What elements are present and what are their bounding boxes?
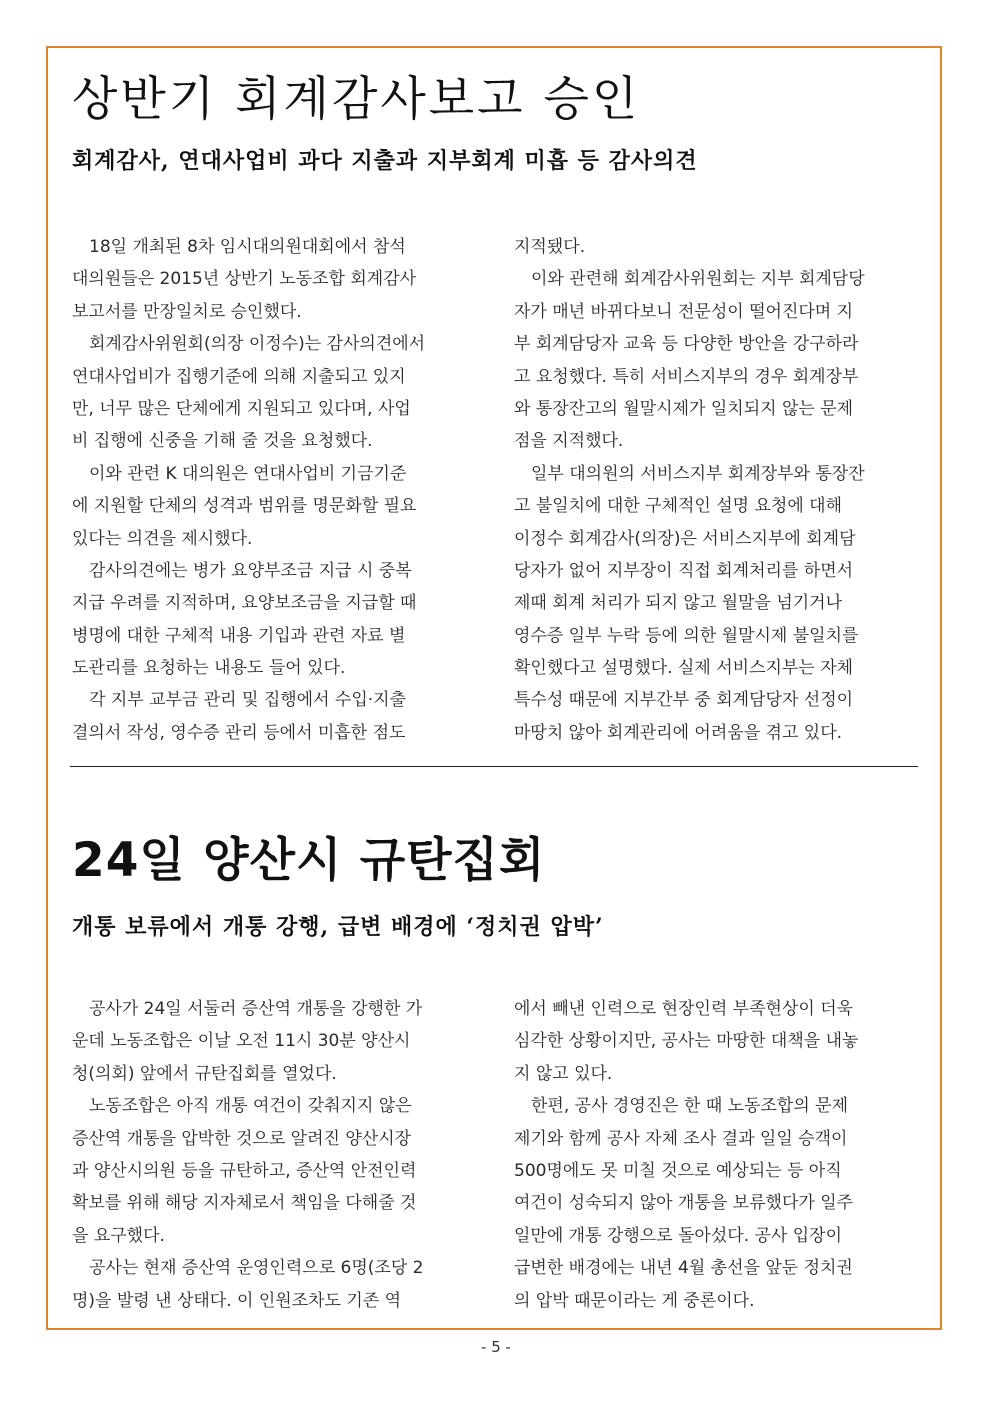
paragraph-line: 지 않고 있다. bbox=[514, 1063, 613, 1084]
article1-left-column bbox=[72, 231, 478, 749]
paragraph-line: 500명에도 못 미칠 것으로 예상되는 등 아직 bbox=[514, 1160, 842, 1181]
paragraph-line: 을 요구했다. bbox=[72, 1225, 165, 1246]
article2-left-column bbox=[72, 993, 478, 1317]
paragraph-line: 있다는 의견을 제시했다. bbox=[72, 528, 253, 549]
paragraph-line: 확보를 위해 해당 지자체로서 책임을 다해줄 것 bbox=[72, 1193, 417, 1214]
paragraph-line: 고 불일치에 대한 구체적인 설명 요청에 대해 bbox=[514, 496, 843, 517]
paragraph-line: 공사는 현재 증산역 운영인력으로 6명(조당 2 bbox=[72, 1258, 424, 1279]
paragraph-line: 일만에 개통 강행으로 돌아섰다. 공사 입장이 bbox=[514, 1225, 843, 1246]
paragraph-line: 부 회계담당자 교육 등 다양한 방안을 강구하라 bbox=[514, 334, 859, 355]
paragraph-line: 노동조합은 아직 개통 여건이 갖춰지지 않은 bbox=[72, 1096, 412, 1117]
article2-subtitle: 개통 보류에서 개통 강행, 급변 배경에 ‘정치권 압박’ bbox=[72, 914, 604, 940]
paragraph-line: 18일 개최된 8차 임시대의원대회에서 참석 bbox=[72, 237, 406, 257]
paragraph-line: 보고서를 만장일치로 승인했다. bbox=[72, 301, 302, 322]
paragraph-line: 명)을 발령 낸 상태다. 이 인원조차도 기존 역 bbox=[72, 1290, 402, 1311]
paragraph-line: 제기와 함께 공사 자체 조사 결과 일일 승객이 bbox=[514, 1128, 848, 1149]
paragraph-line: 확인했다고 설명했다. 실제 서비스지부는 자체 bbox=[514, 658, 854, 679]
article1-subtitle: 회계감사, 연대사업비 과다 지출과 지부회계 미흡 등 감사의견 bbox=[72, 148, 698, 174]
paragraph-line: 한편, 공사 경영진은 한 때 노동조합의 문제 bbox=[514, 1096, 849, 1117]
paragraph-line: 고 요청했다. 특히 서비스지부의 경우 회계장부 bbox=[514, 366, 859, 387]
paragraph-line: 병명에 대한 구체적 내용 기입과 관련 자료 별 bbox=[72, 625, 406, 646]
article2-right-column bbox=[514, 993, 920, 1317]
paragraph-line: 이와 관련해 회계감사위원회는 지부 회계담당 bbox=[514, 269, 865, 290]
paragraph-line: 과 양산시의원 등을 규탄하고, 증산역 안전인력 bbox=[72, 1160, 417, 1181]
paragraph-line: 마땅치 않아 회계관리에 어려움을 겪고 있다. bbox=[514, 722, 843, 743]
paragraph-line: 일부 대의원의 서비스지부 회계장부와 통장잔 bbox=[514, 463, 865, 484]
paragraph-line: 공사가 24일 서둘러 증산역 개통을 강행한 가 bbox=[72, 999, 423, 1019]
paragraph-line: 증산역 개통을 압박한 것으로 알려진 양산시장 bbox=[72, 1128, 412, 1149]
paragraph-line: 운데 노동조합은 이날 오전 11시 30분 양산시 bbox=[72, 1031, 411, 1052]
paragraph-line: 의 압박 때문이라는 게 중론이다. bbox=[514, 1290, 755, 1311]
paragraph-line: 대의원들은 2015년 상반기 노동조합 회계감사 bbox=[72, 269, 417, 290]
paragraph-line: 만, 너무 많은 단체에게 지원되고 있다며, 사업 bbox=[72, 398, 411, 419]
paragraph-line: 당자가 없어 지부장이 직접 회계처리를 하면서 bbox=[514, 560, 854, 581]
paragraph-line: 여건이 성숙되지 않아 개통을 보류했다가 일주 bbox=[514, 1193, 854, 1214]
paragraph-line: 도관리를 요청하는 내용도 들어 있다. bbox=[72, 658, 346, 679]
paragraph-line: 제때 회계 처리가 되지 않고 월말을 넘기거나 bbox=[514, 593, 843, 614]
paragraph-line: 회계감사위원회(의장 이정수)는 감사의견에서 bbox=[72, 334, 426, 355]
article1-right-column bbox=[514, 231, 920, 749]
paragraph-line: 심각한 상황이지만, 공사는 마땅한 대책을 내놓 bbox=[514, 1031, 859, 1052]
paragraph-line: 급변한 배경에는 내년 4월 총선을 앞둔 정치권 bbox=[514, 1258, 853, 1279]
paragraph-line: 감사의견에는 병가 요양부조금 지급 시 중복 bbox=[72, 560, 412, 581]
paragraph-line: 특수성 때문에 지부간부 중 회계담당자 선정이 bbox=[514, 690, 854, 711]
paragraph-line: 비 집행에 신중을 기해 줄 것을 요청했다. bbox=[72, 431, 373, 452]
paragraph-line: 이정수 회계감사(의장)은 서비스지부에 회계담 bbox=[514, 528, 856, 549]
paragraph-line: 결의서 작성, 영수증 관리 등에서 미흡한 점도 bbox=[72, 722, 406, 743]
paragraph-line: 지급 우려를 지적하며, 요양보조금을 지급할 때 bbox=[72, 593, 417, 614]
page-number: - 5 - bbox=[481, 1338, 511, 1356]
article1-title: 상반기 회계감사보고 승인 bbox=[72, 72, 641, 127]
paragraph-line: 에서 빼낸 인력으로 현장인력 부족현상이 더욱 bbox=[514, 999, 854, 1019]
paragraph-line: 청(의회) 앞에서 규탄집회를 열었다. bbox=[72, 1063, 337, 1084]
section-divider bbox=[70, 766, 918, 767]
paragraph-line: 에 지원할 단체의 성격과 범위를 명문화할 필요 bbox=[72, 496, 417, 517]
article2-title: 24일 양산시 규탄집회 bbox=[72, 833, 546, 888]
paragraph-line: 각 지부 교부금 관리 및 집행에서 수입·지출 bbox=[72, 690, 407, 711]
paragraph-line: 이와 관련 K 대의원은 연대사업비 기금기준 bbox=[72, 463, 407, 484]
paragraph-line: 영수증 일부 누락 등에 의한 월말시제 불일치를 bbox=[514, 625, 859, 646]
paragraph-line: 자가 매년 바뀌다보니 전문성이 떨어진다며 지 bbox=[514, 301, 854, 322]
paragraph-line: 와 통장잔고의 월말시제가 일치되지 않는 문제 bbox=[514, 398, 854, 419]
paragraph-line: 점을 지적했다. bbox=[514, 431, 624, 452]
paragraph-line: 연대사업비가 집행기준에 의해 지출되고 있지 bbox=[72, 366, 406, 387]
paragraph-line: 지적됐다. bbox=[514, 237, 586, 257]
